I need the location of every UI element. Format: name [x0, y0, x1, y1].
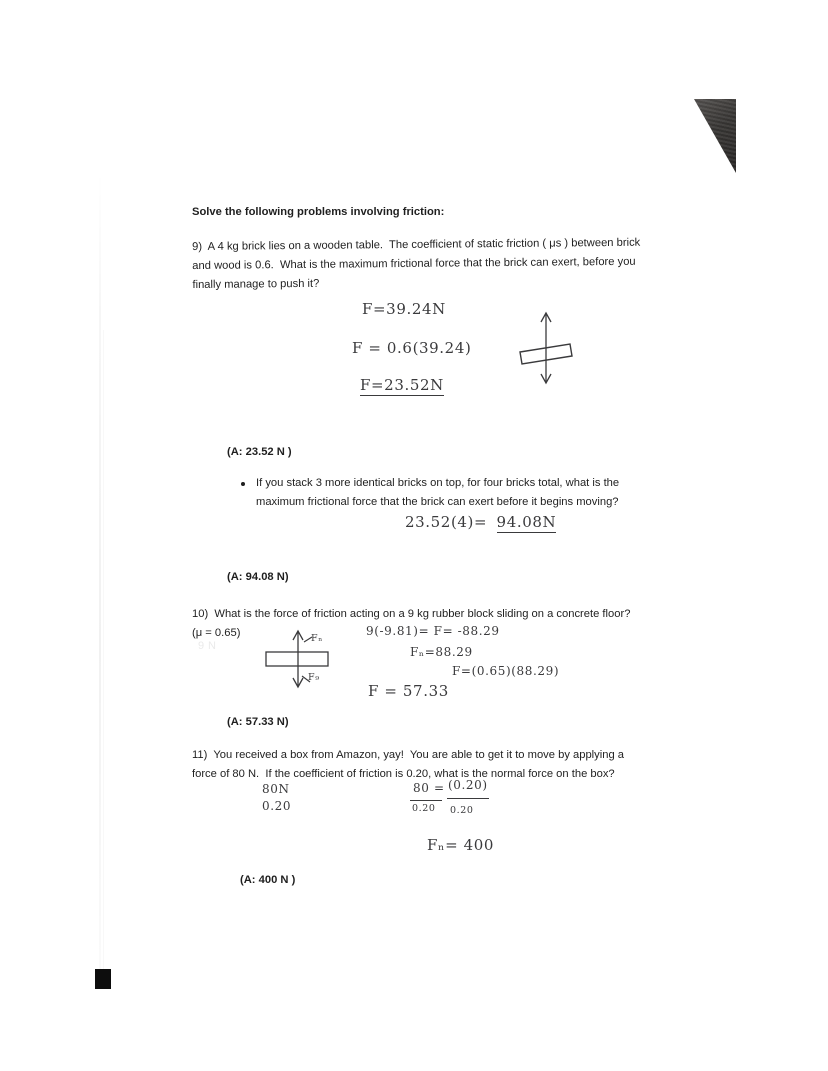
problem-11-equals-sign: = — [434, 781, 445, 795]
problem-11-fraction-bar-left — [410, 800, 442, 801]
problem-9-work-line-2: F = 0.6(39.24) — [352, 339, 472, 357]
problem-11-numerator-right: (0.20) — [448, 778, 488, 792]
problem-11-denominator-left: 0.20 — [412, 803, 436, 814]
problem-10-work-line-3: F=(0.65)(88.29) — [452, 664, 560, 678]
problem-11-statement: 11) You received a box from Amazon, yay! You are able to get it to move by applying a force of 80 N. If the coefficient of friction is 0.20, what is the normal force on the box? — [192, 749, 628, 780]
problem-10-work-line-4: F = 57.33 — [368, 682, 449, 700]
problem-11-result: Fₙ= 400 — [427, 836, 495, 854]
ghost-bleed-text: 9 N — [198, 640, 217, 652]
problem-11-given-force: 80N — [262, 782, 290, 796]
page-corner-shadow-artifact — [694, 99, 736, 173]
problem-9b-work: 23.52(4)= 94.08N — [405, 513, 557, 531]
instructions-line: Solve the following problems involving friction: — [192, 206, 445, 218]
problem-11-denominator-right: 0.20 — [450, 805, 474, 816]
bullet-point-marker — [241, 482, 245, 486]
problem-10-statement: 10) What is the force of friction acting on a 9 kg rubber block sliding on a concrete floor? (μ = 0.65) — [192, 608, 637, 639]
problem-11-given-mu: 0.20 — [262, 799, 292, 813]
problem-11-fraction-bar-right — [447, 798, 489, 799]
problem-9b-answer: (A: 94.08 N) — [227, 571, 289, 583]
problem-9-work-line-1: F=39.24N — [362, 300, 446, 318]
scan-binding-edge — [99, 170, 101, 970]
problem-10-diagram-label-normal: Fₙ — [311, 633, 323, 644]
problem-10-answer: (A: 57.33 N) — [227, 716, 289, 728]
problem-11-answer: (A: 400 N ) — [240, 874, 296, 886]
problem-9-free-body-diagram — [518, 310, 582, 386]
scan-registration-mark — [95, 969, 111, 989]
problem-9b-statement: If you stack 3 more identical bricks on top, for four bricks total, what is the maximum frictional force that the brick can exert before it begins moving? — [256, 477, 623, 508]
problem-9-statement: 9) A 4 kg brick lies on a wooden table. The coefficient of static friction ( μs ) between brick and wood is 0.6. What is the maximum frictional force that the brick can exert, before you finally manage to push it? — [192, 236, 644, 291]
problem-9-work-line-3: F=23.52N — [360, 376, 444, 394]
problem-11-numerator-left: 80 — [413, 781, 430, 795]
problem-10-diagram-label-gravity: F₉ — [308, 672, 320, 683]
problem-9-answer: (A: 23.52 N ) — [227, 446, 292, 458]
problem-10-work-line-2: Fₙ=88.29 — [410, 645, 473, 659]
problem-10-work-line-1: 9(-9.81)= F= -88.29 — [366, 624, 500, 638]
scan-binding-edge-secondary — [103, 330, 104, 970]
